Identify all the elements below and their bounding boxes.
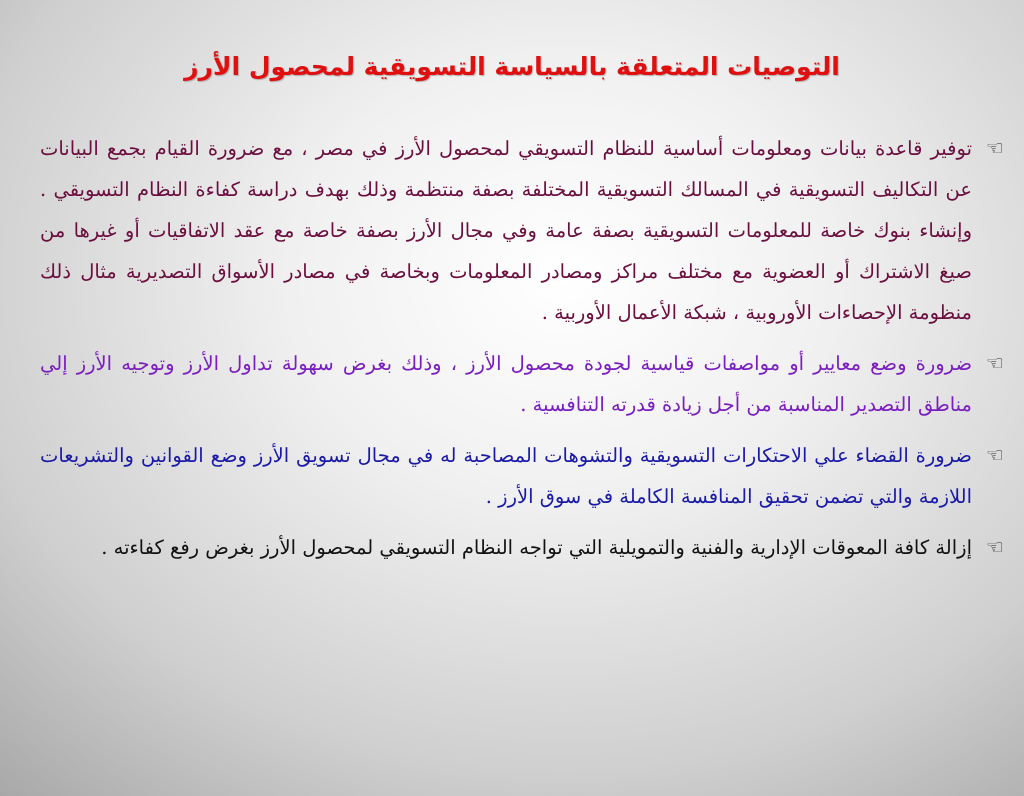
pointing-hand-icon: ☜	[986, 443, 1004, 467]
pointing-hand-icon: ☜	[986, 136, 1004, 160]
recommendations-list	[40, 128, 1014, 578]
recommendation-item-2	[40, 343, 1014, 425]
recommendation-text-1: توفير قاعدة بيانات ومعلومات أساسية للنظام التسويقي لمحصول الأرز في مصر ، مع ضرورة القيام بجمع البيانات عن التكاليف التسويقية في المسالك التسويقية المختلفة بصفة منتظمة وذلك بهدف دراسة كفاءة النظام التسويقي . وإنشاء بنوك خاصة للمعلومات التسويقية بصفة عامة وفي مجال الأرز بصفة خاصة مع عقد الاتفاقيات أو غيرها من صيغ الاشتراك أو العضوية مع مختلف مراكز ومصادر المعلومات وبخاصة في مصادر الأسواق التصديرية مثال ذلك منظومة الإحصاءات الأوروبية ، شبكة الأعمال الأوربية .	[40, 137, 972, 324]
recommendation-item-1	[40, 128, 1014, 333]
pointing-hand-icon: ☜	[986, 351, 1004, 375]
recommendation-item-4	[40, 527, 1014, 568]
recommendation-text-2: ضرورة وضع معايير أو مواصفات قياسية لجودة محصول الأرز ، وذلك بغرض سهولة تداول الأرز وتوجيه الأرز إلي مناطق التصدير المناسبة من أجل زيادة قدرته التنافسية .	[40, 352, 972, 416]
slide-title: التوصيات المتعلقة بالسياسة التسويقية لمحصول الأرز	[184, 52, 840, 81]
recommendation-text-4: إزالة كافة المعوقات الإدارية والفنية والتمويلية التي تواجه النظام التسويقي لمحصول الأرز بغرض رفع كفاءته .	[101, 536, 972, 559]
recommendation-item-3	[40, 435, 1014, 517]
recommendation-text-3: ضرورة القضاء علي الاحتكارات التسويقية والتشوهات المصاحبة له في مجال تسويق الأرز وضع القوانين والتشريعات اللازمة والتي تضمن تحقيق المنافسة الكاملة في سوق الأرز .	[40, 444, 972, 508]
pointing-hand-icon: ☜	[986, 535, 1004, 559]
